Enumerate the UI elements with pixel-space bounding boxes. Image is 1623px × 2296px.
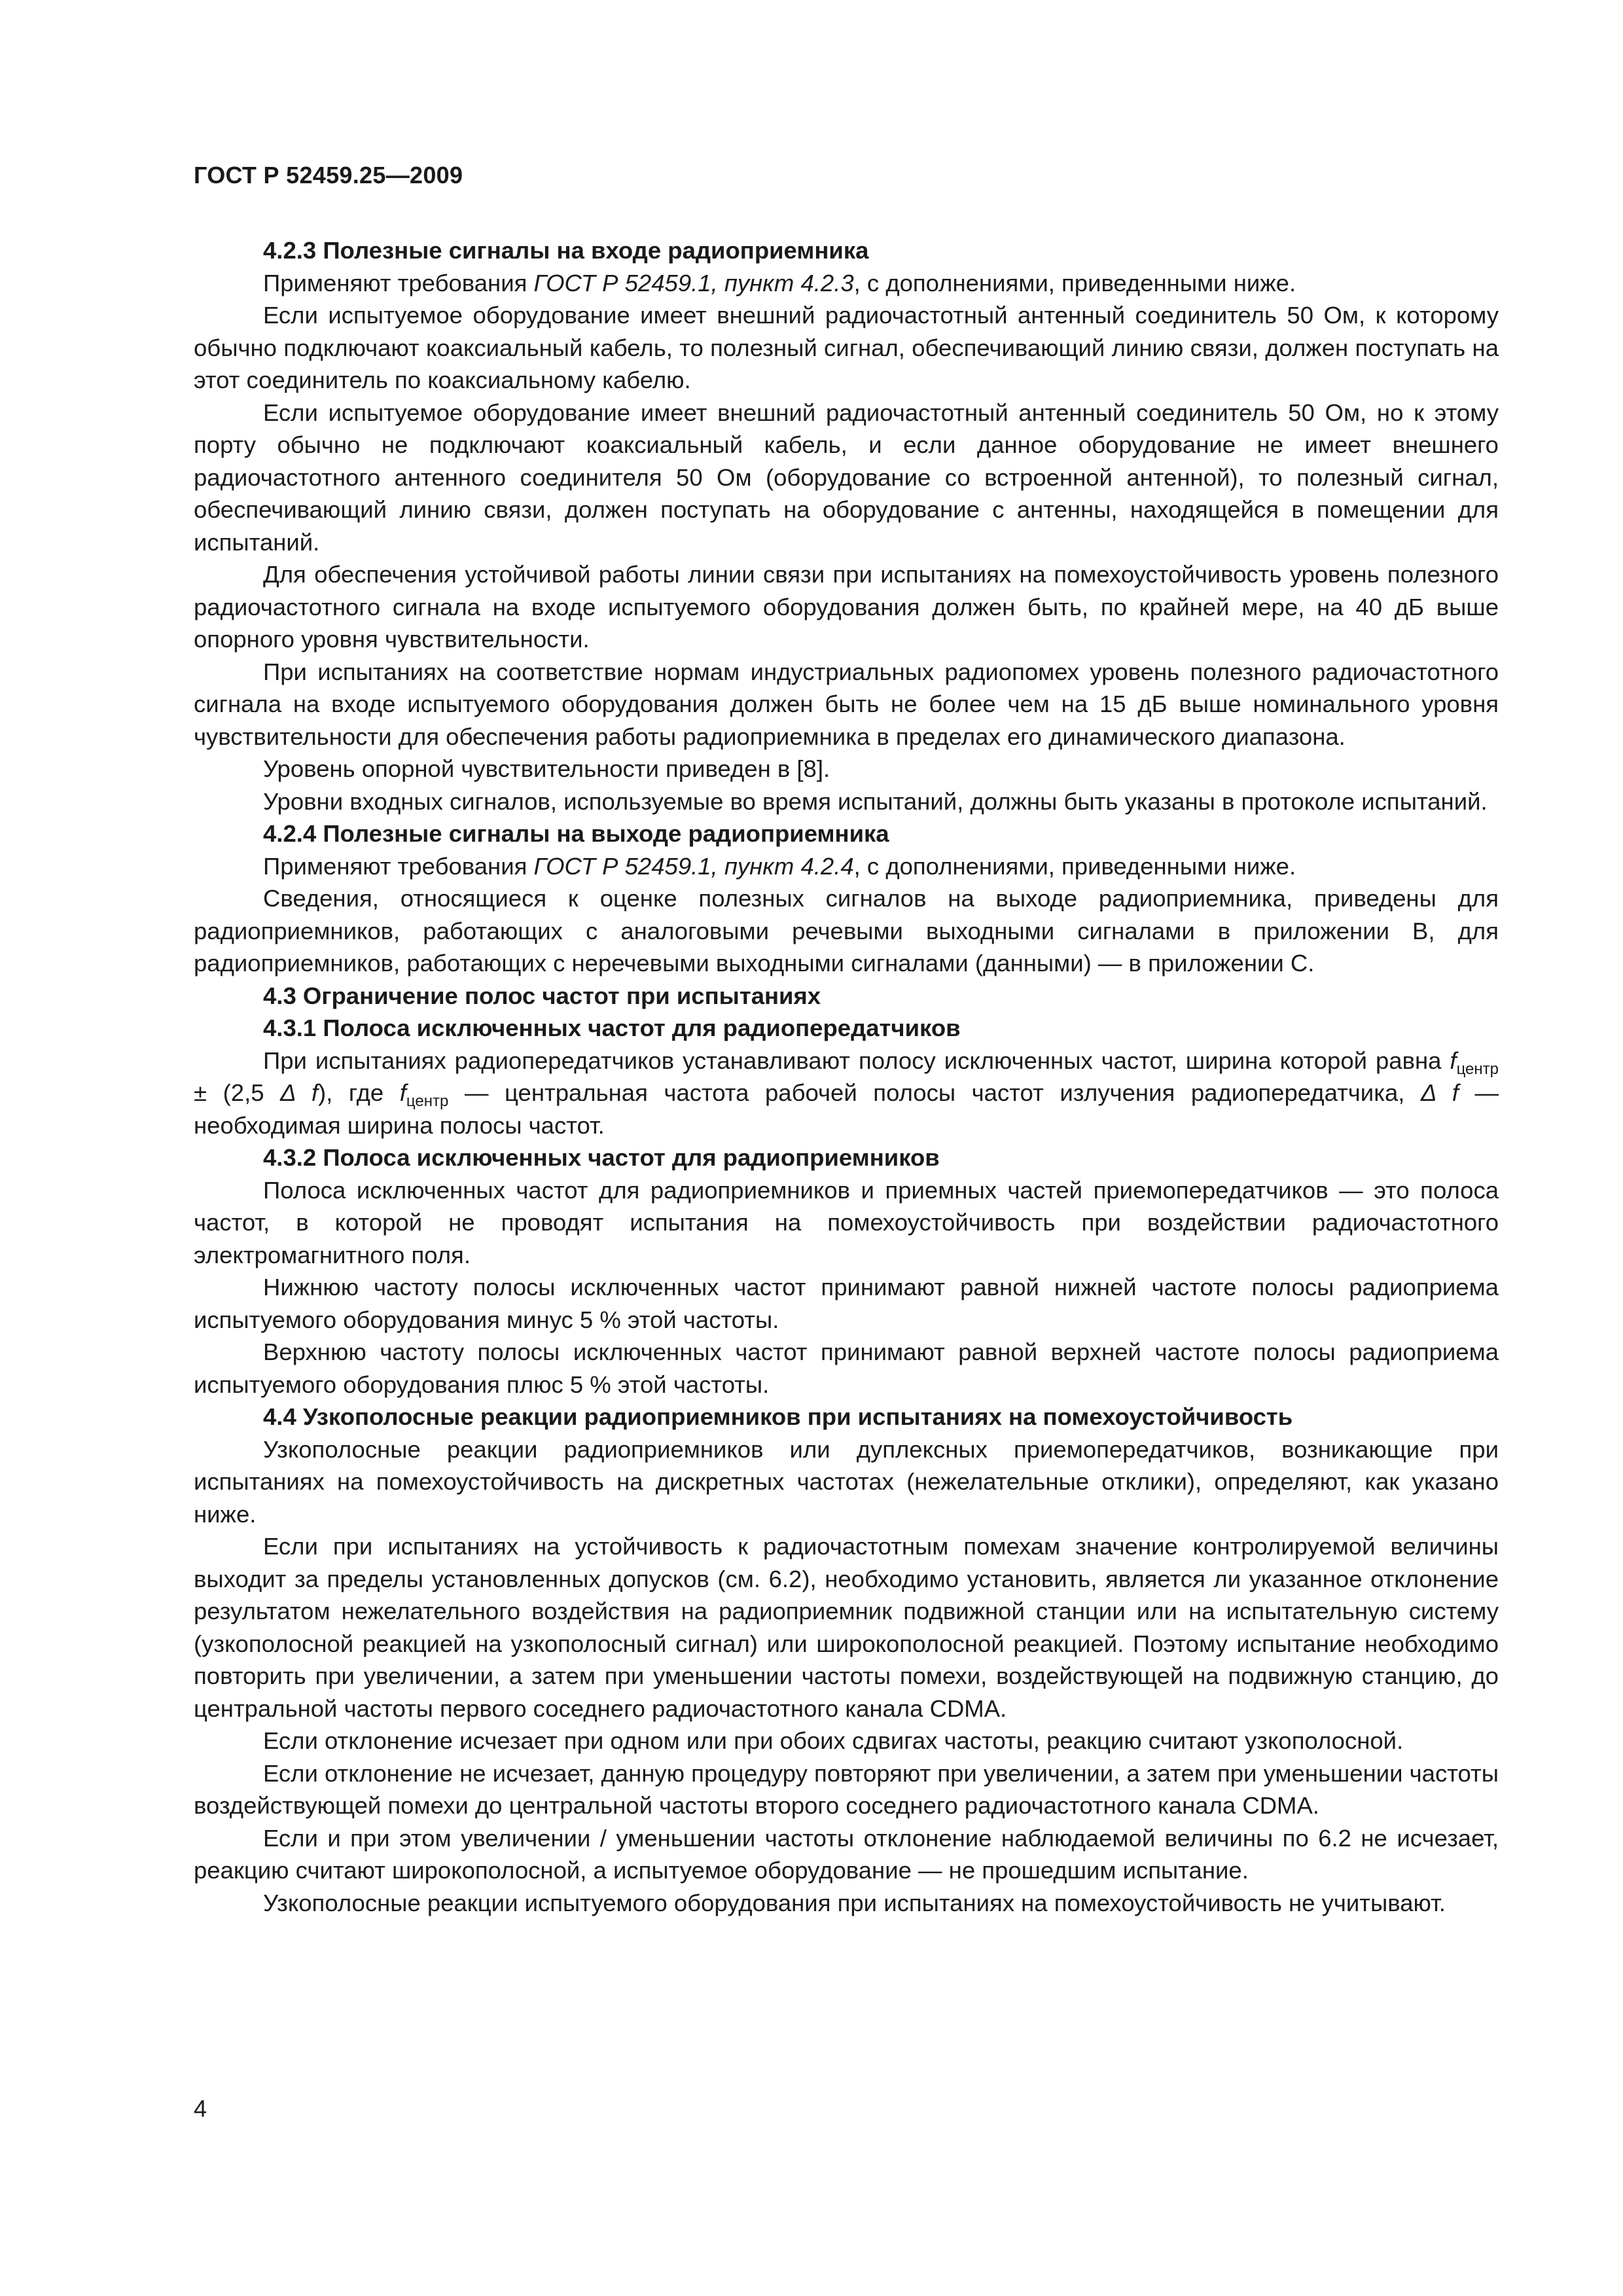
section-4-3-2-para-1: Полоса исключенных частот для радиоприемников и приемных частей приемопередатчиков — это полоса частот, в которой не проводят испытания на помехоустойчивость при воздействии радиочастотного электромагнитного поля. (194, 1176, 1499, 1268)
section-4-2-3-para-2: Если испытуемое оборудование имеет внешний радиочастотный антенный соединитель 50 Ом, к которому обычно подключают коаксиальный кабель, то полезный сигнал, обеспечивающий линию связи, должен поступать на этот соединитель по коаксиальному кабелю. (194, 302, 1499, 393)
document-code-header: ГОСТ Р 52459.25—2009 (194, 162, 463, 188)
section-4-4-para-6: Узкополосные реакции испытуемого оборудования при испытаниях на помехоустойчивость не учитывают. (263, 1889, 1446, 1916)
standard-reference: ГОСТ Р 52459.1, пункт 4.2.4 (533, 852, 854, 880)
document-body (194, 234, 1499, 1919)
section-4-3-1-heading: 4.3.1 Полоса исключенных частот для радиопередатчиков (263, 1014, 961, 1041)
section-4-4-para-5: Если и при этом увеличении / уменьшении частоты отклонение наблюдаемой величины по 6.2 не исчезает, реакцию считают широкополосной, а испытуемое оборудование — не прошедшим испытание. (194, 1824, 1499, 1884)
section-4-4-para-4: Если отклонение не исчезает, данную процедуру повторяют при увеличении, а затем при уменьшении частоты воздействующей помехи до центральной частоты второго соседнего радиочастотного канала CDMA. (194, 1759, 1499, 1819)
section-4-4-para-1: Узкополосные реакции радиоприемников или дуплексных приемопередатчиков, возникающие при испытаниях на помехоустойчивость на дискретных частотах (нежелательные отклики), определяют, как указано ниже. (194, 1435, 1499, 1528)
section-4-2-3-para-3: Если испытуемое оборудование имеет внешний радиочастотный антенный соединитель 50 Ом, но к этому порту обычно не подключают коаксиальный кабель, и если данное оборудование не имеет внешнего радиочастотного антенного соединителя 50 Ом (оборудование со встроенной антенной), то полезный сигнал, обеспечивающий линию связи, должен поступать на оборудование с антенны, находящейся в помещении для испытаний. (194, 399, 1499, 556)
section-4-3-1-para-1: При испытаниях радиопередатчиков устанавливают полосу исключенных частот, ширина которой равна $f_{центр} \pm (2,5$ Δ f), где $f_{центр}$ — центральная частота рабочей полосы частот излучения радиопередатчика, Δ f — необходимая ширина полосы частот. (194, 1047, 1499, 1139)
section-4-2-4-para-1: Применяют требования ГОСТ Р 52459.1, пункт 4.2.4, с дополнениями, приведенными ниже. (263, 852, 1296, 880)
section-4-2-3-para-1: Применяют требования ГОСТ Р 52459.1, пункт 4.2.3, с дополнениями, приведенными ниже. (263, 269, 1296, 296)
section-4-2-4-para-2: Сведения, относящиеся к оценке полезных сигналов на выходе радиоприемника, приведены для радиоприемников, работающих с аналоговыми речевыми выходными сигналами в приложении В, для радиоприемников, работающих с неречевыми выходными сигналами (данными) — в приложении С. (194, 885, 1499, 977)
section-4-3-2-para-2: Нижнюю частоту полосы исключенных частот принимают равной нижней частоте полосы радиоприема испытуемого оборудования минус 5 % этой частоты. (194, 1274, 1499, 1333)
section-4-2-3-para-5: При испытаниях на соответствие нормам индустриальных радиопомех уровень полезного радиочастотного сигнала на входе испытуемого оборудования должен быть не более чем на 15 дБ выше номинального уровня чувствительности для обеспечения работы радиоприемника в пределах его динамического диапазона. (194, 658, 1499, 750)
section-4-2-4-heading: 4.2.4 Полезные сигналы на выходе радиоприемника (263, 820, 889, 847)
standard-reference: ГОСТ Р 52459.1, пункт 4.2.3 (533, 269, 854, 296)
section-4-2-3-para-4: Для обеспечения устойчивой работы линии связи при испытаниях на помехоустойчивость уровень полезного радиочастотного сигнала на входе испытуемого оборудования должен быть, по крайней мере, на 40 дБ выше опорного уровня чувствительности. (194, 561, 1499, 653)
section-4-4-para-3: Если отклонение исчезает при одном или при обоих сдвигах частоты, реакцию считают узкополосной. (263, 1727, 1404, 1754)
page-number: 4 (194, 2095, 207, 2122)
section-4-2-3-para-6: Уровень опорной чувствительности приведен в [8]. (263, 755, 830, 782)
section-4-3-heading: 4.3 Ограничение полос частот при испытаниях (263, 982, 821, 1009)
section-4-4-para-2: Если при испытаниях на устойчивость к радиочастотным помехам значение контролируемой величины выходит за пределы установленных допусков (см. 6.2), необходимо установить, является ли указанное отклонение результатом нежелательного воздействия на радиоприемник подвижной станции или на испытательную систему (узкополосной реакцией на узкополосный сигнал) или широкополосной реакцией. Поэтому испытание необходимо повторить при увеличении, а затем при уменьшении частоты помехи, воздействующей на подвижную станцию, до центральной частоты первого соседнего радиочастотного канала CDMA. (194, 1533, 1499, 1722)
section-4-2-3-para-7: Уровни входных сигналов, используемые во время испытаний, должны быть указаны в протоколе испытаний. (263, 787, 1488, 815)
section-4-3-2-heading: 4.3.2 Полоса исключенных частот для радиоприемников (263, 1144, 940, 1171)
section-4-4-heading: 4.4 Узкополосные реакции радиоприемников при испытаниях на помехоустойчивость (263, 1403, 1293, 1430)
section-4-3-2-para-3: Верхнюю частоту полосы исключенных частот принимают равной верхней частоте полосы радиоприема испытуемого оборудования плюс 5 % этой частоты. (194, 1338, 1499, 1398)
section-4-2-3-heading: 4.2.3 Полезные сигналы на входе радиоприемника (263, 237, 869, 264)
